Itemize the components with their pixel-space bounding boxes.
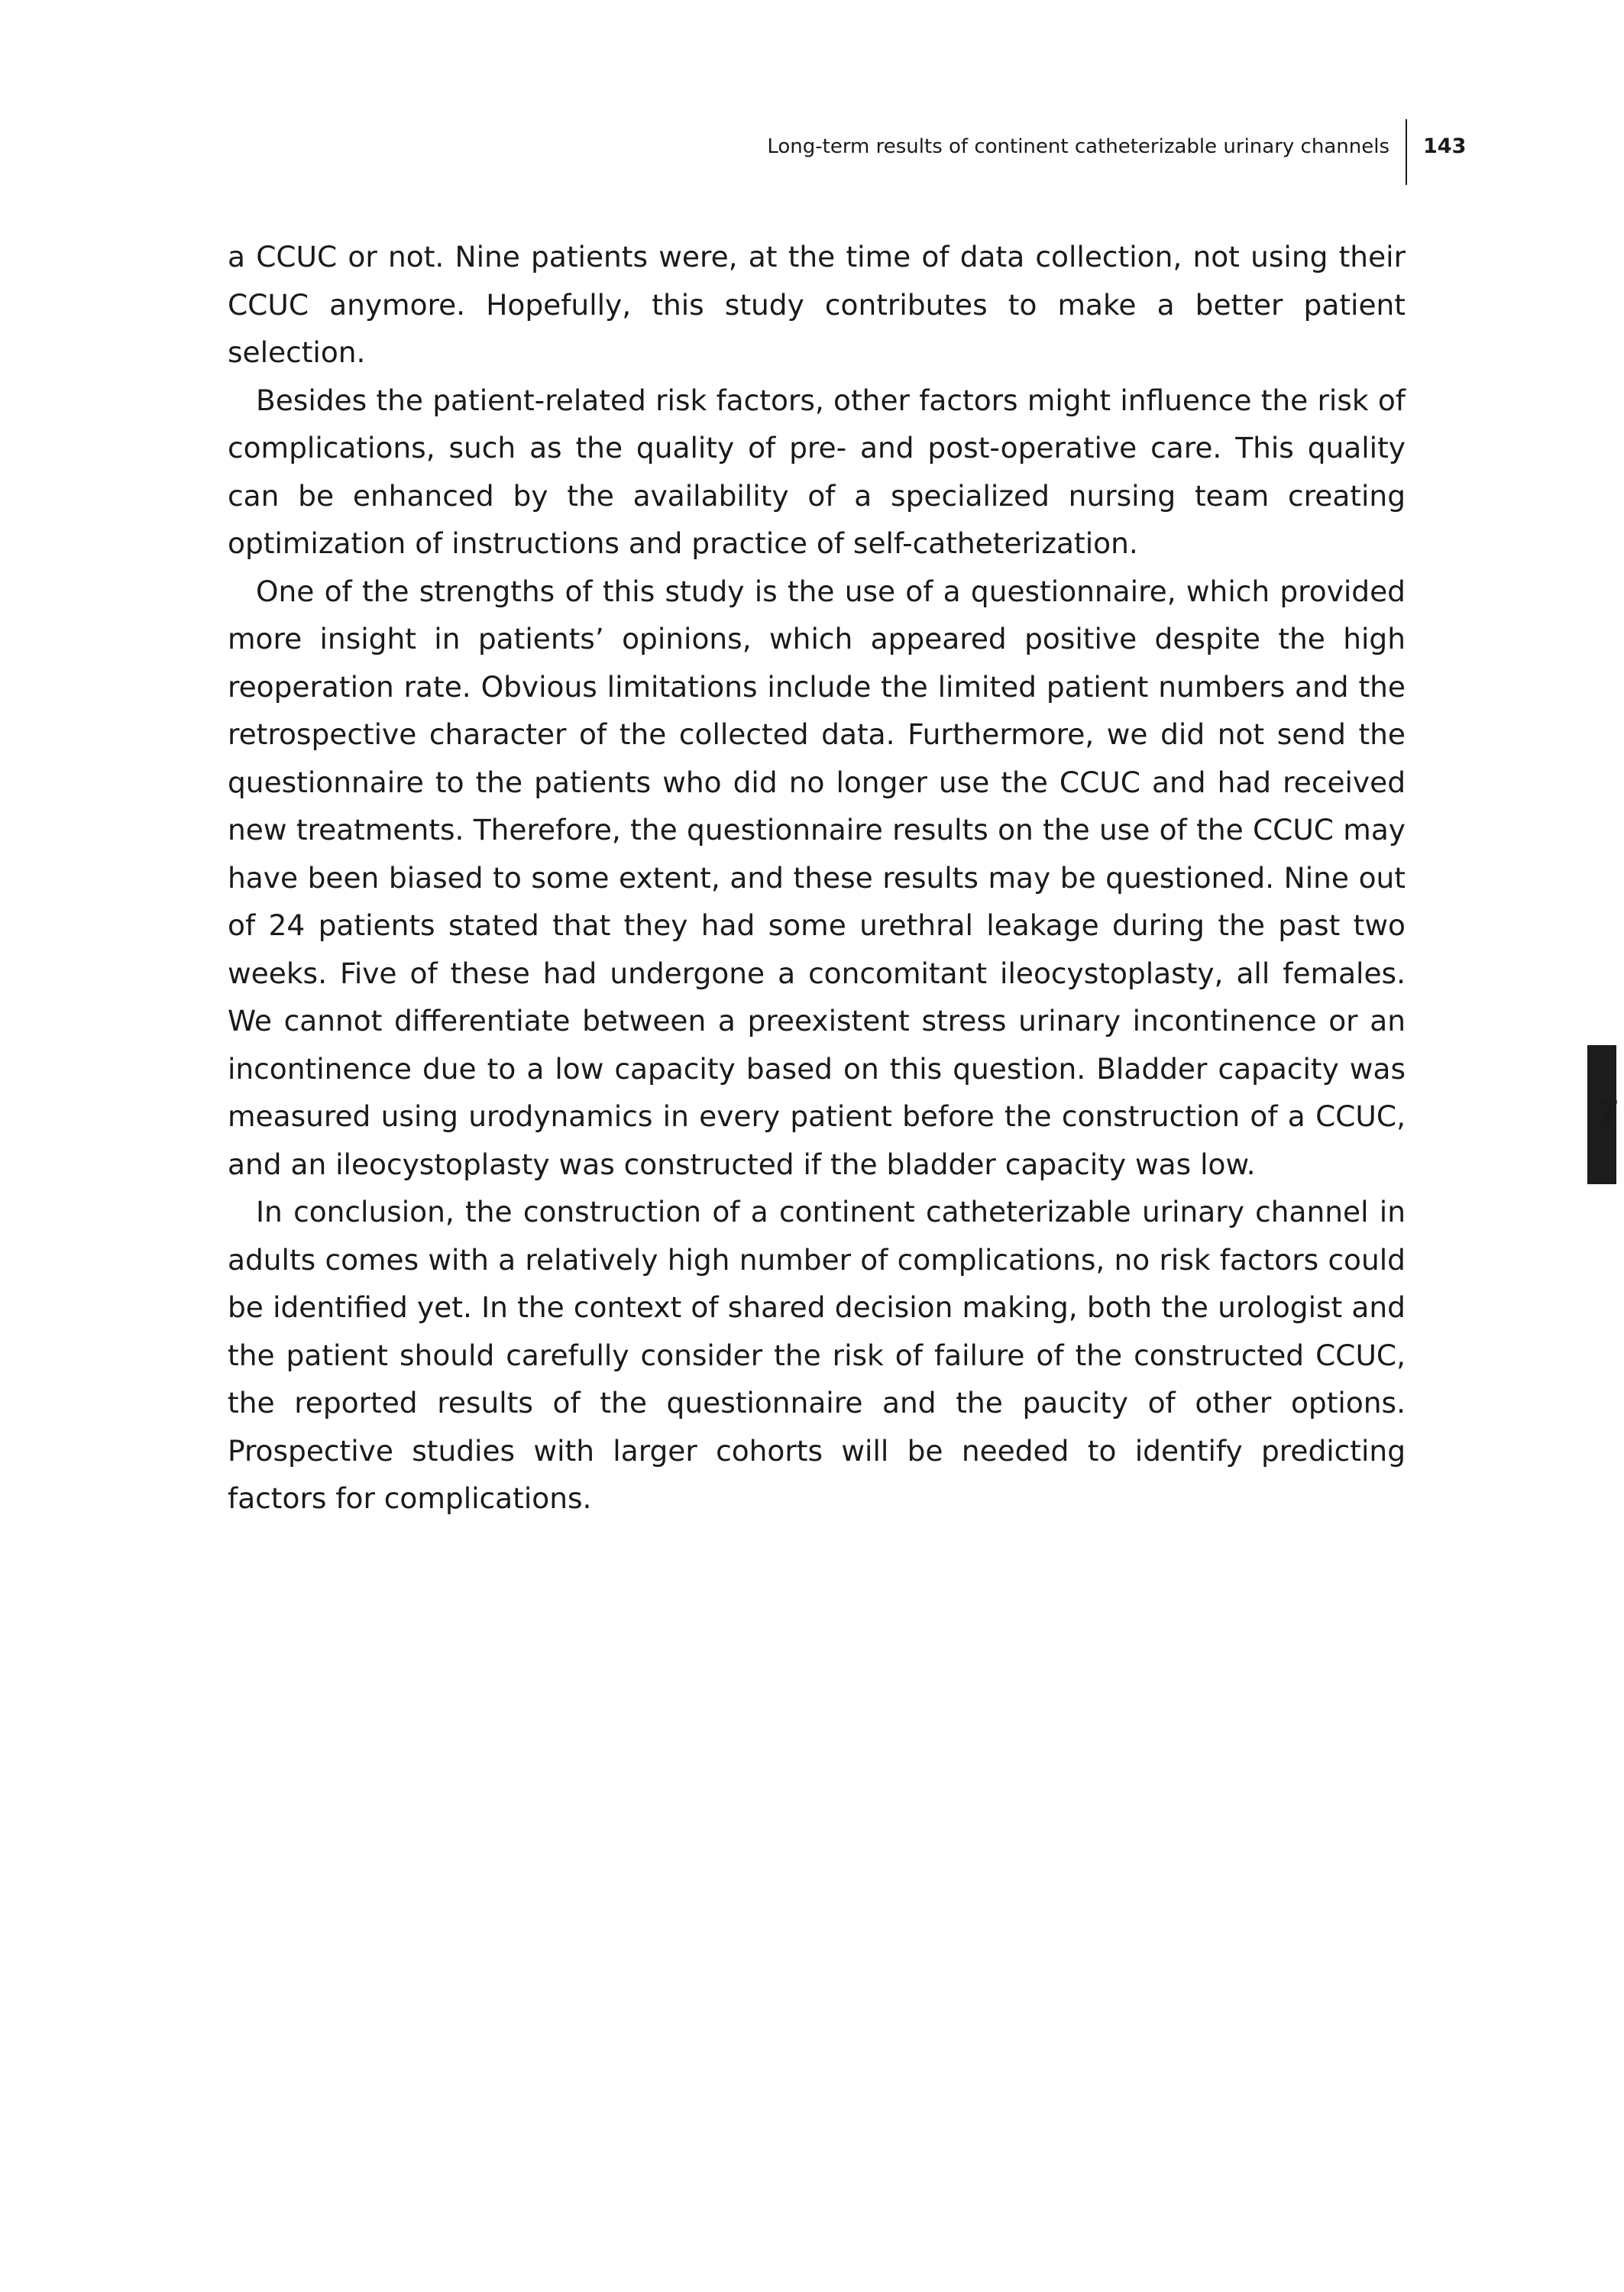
paragraph-conclusion: In conclusion, the construction of a continent catheterizable urinary channel in adults comes with a relatively high number of complications, no risk factors could be identified yet. In the context of shared decision making, both the urologist and the patient should carefully consider the risk of failure of the constructed CCUC, the reported results of the questionnaire and the paucity of other options. Prospective studies with larger cohorts will be needed to identify predicting factors for complications. — [228, 1195, 1406, 1515]
chapter-number: 7 — [1598, 1095, 1619, 1130]
paragraph-strengths-limitations: One of the strengths of this study is the use of a questionnaire, which provided more insight in patients’ opinions, which appeared positive despite the high reoperation rate. Obvious limitations include the limited patient numbers and the retrospective character of the collected data. Furthermore, we did not send the questionnaire to the patients who did no longer use the CCUC and had received new treatments. Therefore, the questionnaire results on the use of the CCUC may have been biased to some extent, and these results may be questioned. Nine out of 24 patients stated that they had some urethral leakage during the past two weeks. Five of these had undergone a concomitant ileocystoplasty, all females. We cannot differentiate between a preexistent stress urinary incontinence or an incontinence due to a low capacity based on this question. Bladder capacity was measured using urodynamics in every patient before the construction of a CCUC, and an ileocystoplasty was constructed if the bladder capacity was low. — [228, 574, 1406, 1181]
paragraph-continuation: a CCUC or not. Nine patients were, at the time of data collection, not using their CCUC anymore. Hopefully, this study contributes to make a better patient selection. — [228, 240, 1406, 369]
header-divider — [1406, 119, 1407, 185]
running-header-title: Long-term results of continent catheterizable urinary channels — [767, 135, 1389, 158]
body-text — [228, 233, 1406, 1523]
page-number: 143 — [1423, 134, 1467, 158]
paragraph-risk-factors: Besides the patient-related risk factors, other factors might influence the risk of complications, such as the quality of pre- and post-operative care. This quality can be enhanced by the availability of a specialized nursing team creating optimization of instructions and practice of self-catheterization. — [228, 383, 1406, 560]
